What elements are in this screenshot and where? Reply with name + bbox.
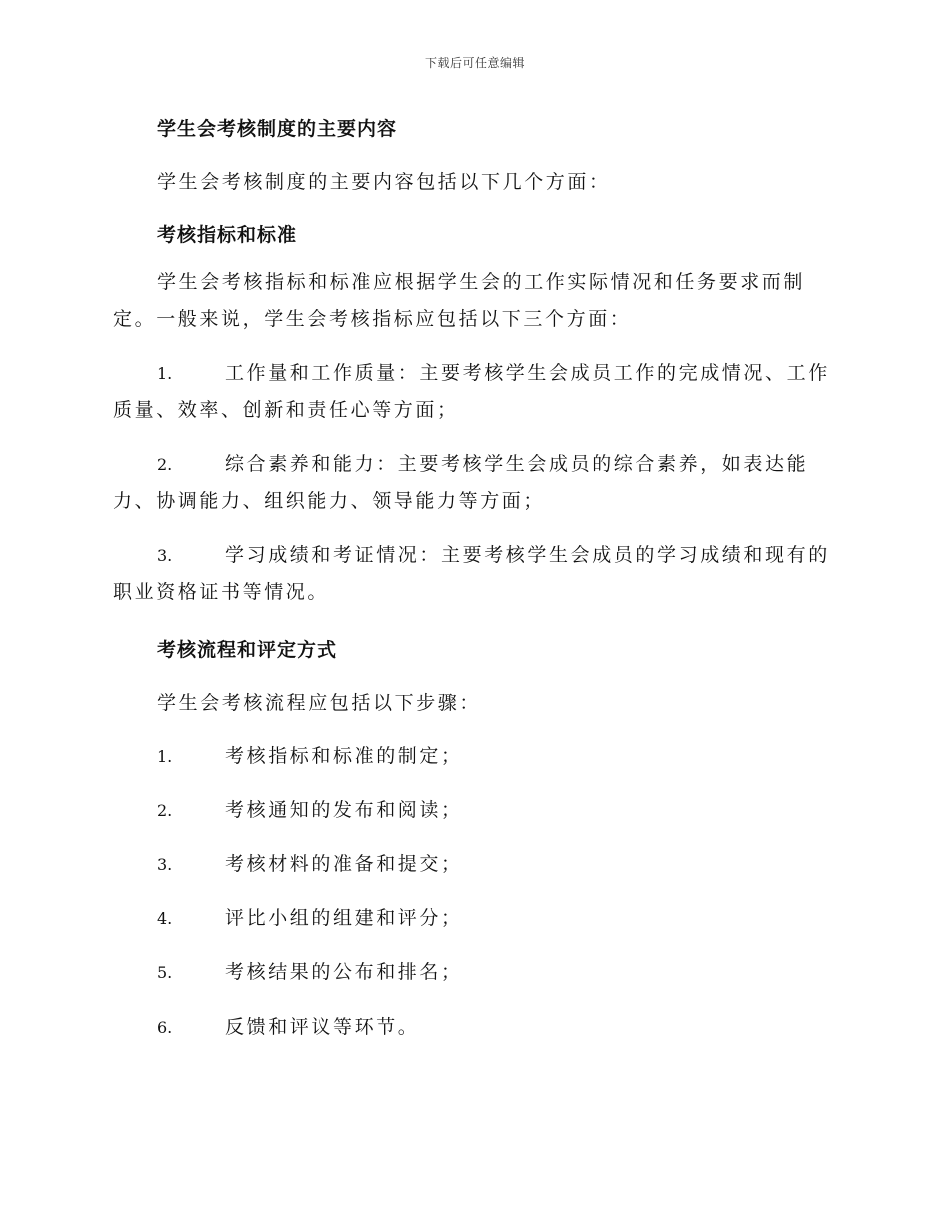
list-item-number: 3. [157, 546, 173, 565]
step-item [157, 903, 463, 930]
step-item [157, 957, 463, 984]
section2-heading: 考核流程和评定方式 [157, 639, 338, 661]
section1-paragraph-line1: 学生会考核指标和标准应根据学生会的工作实际情况和任务要求而制 [157, 271, 806, 293]
list-item-number: 1. [157, 364, 173, 383]
list-item-number: 2. [157, 455, 173, 474]
step-number: 2. [157, 801, 173, 820]
step-number: 4. [157, 909, 173, 928]
list-item [113, 537, 833, 611]
list-item-text-line1: 综合素养和能力：主要考核学生会成员的综合素养，如表达能 [225, 453, 809, 475]
step-text: 考核结果的公布和排名； [225, 961, 463, 983]
list-item-text-line1: 工作量和工作质量：主要考核学生会成员工作的完成情况、工作 [225, 362, 830, 384]
section1-heading: 考核指标和标准 [157, 224, 298, 246]
step-text: 考核材料的准备和提交； [225, 853, 463, 875]
list-item [113, 355, 833, 429]
section1-paragraph-line2: 定。一般来说，学生会考核指标应包括以下三个方面： [113, 308, 632, 330]
step-text: 考核通知的发布和阅读； [225, 799, 463, 821]
header-note: 下载后可任意编辑 [424, 56, 525, 70]
list-item-text-line2: 力、协调能力、组织能力、领导能力等方面； [113, 490, 546, 512]
step-text: 考核指标和标准的制定； [225, 745, 463, 767]
list-item-text-line2: 质量、效率、创新和责任心等方面； [113, 399, 459, 421]
step-number: 6. [157, 1018, 173, 1037]
step-item [157, 1012, 419, 1039]
step-number: 1. [157, 747, 173, 766]
list-item-text-line2: 职业资格证书等情况。 [113, 581, 330, 603]
list-item [113, 446, 833, 520]
step-text: 反馈和评议等环节。 [225, 1016, 420, 1038]
step-item [157, 741, 463, 768]
intro-paragraph: 学生会考核制度的主要内容包括以下几个方面： [157, 171, 611, 193]
document-title: 学生会考核制度的主要内容 [157, 118, 398, 140]
section2-intro: 学生会考核流程应包括以下步骤： [157, 692, 482, 714]
step-item [157, 849, 463, 876]
step-number: 5. [157, 963, 173, 982]
list-item-text-line1: 学习成绩和考证情况：主要考核学生会成员的学习成绩和现有的 [225, 544, 830, 566]
section1-paragraph [113, 264, 833, 338]
step-item [157, 795, 463, 822]
step-number: 3. [157, 855, 173, 874]
step-text: 评比小组的组建和评分； [225, 907, 463, 929]
